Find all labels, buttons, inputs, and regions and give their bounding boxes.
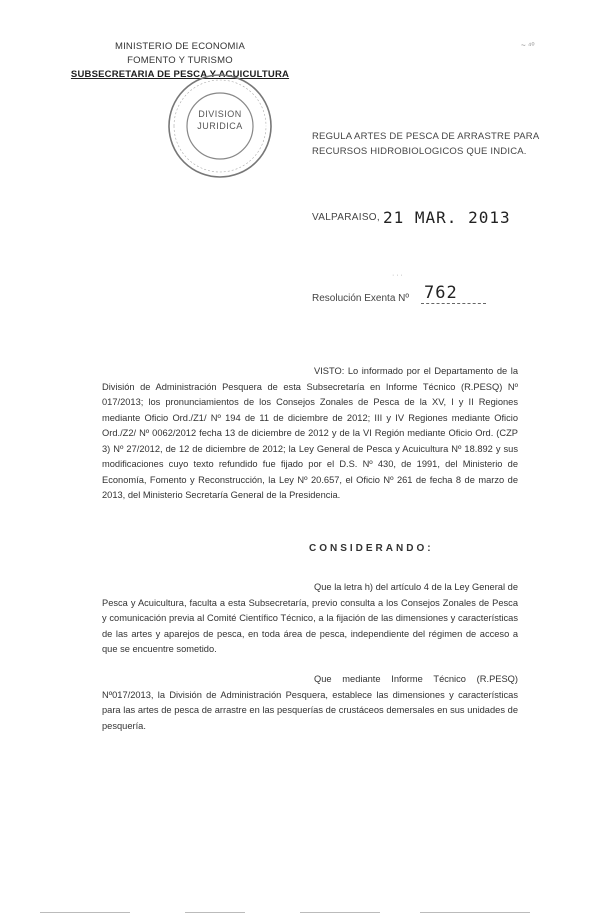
ministry-subname: FOMENTO Y TURISMO bbox=[127, 55, 233, 66]
division-juridica-stamp bbox=[166, 72, 274, 180]
stamp-text bbox=[166, 108, 274, 132]
resolution-number: 762 bbox=[424, 283, 458, 303]
subsecretary-name: SUBSECRETARIA DE PESCA Y ACUICULTURA bbox=[70, 69, 290, 80]
stamp-line-2: JURIDICA bbox=[197, 121, 243, 131]
footer-rule-mid bbox=[185, 912, 245, 913]
place-label: VALPARAISO, bbox=[312, 212, 380, 223]
considerando-paragraph-1: Que la letra h) del artículo 4 de la Ley General de Pesca y Acuicultura, faculta a esta Subsecretaría, previo consulta a los Consejos Zonales de Pesca y comunicación previa al Comité Científico Técnico, a la fijación de las dimensiones y características de las artes y aparejos de pesca, en toda área de pesca, independiente del régimen de acceso a que se encuentre sometido. bbox=[102, 582, 518, 654]
stamp-line-1: DIVISION bbox=[198, 109, 242, 119]
footer-rule-left bbox=[40, 912, 130, 913]
footer-rule-mid-right bbox=[300, 912, 380, 913]
considerando-paragraph-2: Que mediante Informe Técnico (R.PESQ) Nº017/2013, la División de Administración Pesquera, establece las dimensiones y características para las artes de pesca de arrastre en las pesquerías de crustáceos demersales en sus unidades de pesquería. bbox=[102, 674, 518, 731]
resolution-underline bbox=[421, 303, 486, 304]
resolution-title: REGULA ARTES DE PESCA DE ARRASTRE PARA RECURSOS HIDROBIOLOGICOS QUE INDICA. bbox=[312, 131, 539, 157]
date-stamp: 21 MAR. 2013 bbox=[383, 208, 511, 227]
resolution-label: Resolución Exenta Nº bbox=[312, 293, 410, 304]
corner-handwritten-mark: ~ ⁴⁰ bbox=[521, 41, 535, 50]
footer-rule-right bbox=[420, 912, 530, 913]
considerando-heading: CONSIDERANDO: bbox=[309, 543, 434, 554]
ministry-name: MINISTERIO DE ECONOMIA bbox=[114, 41, 246, 52]
faint-mark: · · · bbox=[392, 272, 403, 279]
visto-paragraph: VISTO: Lo informado por el Departamento de la División de Administración Pesquera de esta Subsecretaría en Informe Técnico (R.PESQ) Nº 017/2013; los pronunciamientos de los Consejos Zonales de Pesca de la XV, I y II Regiones mediante Oficio Ord./Z1/ Nº 194 de 11 de diciembre de 2012; III y IV Regiones mediante Oficio Ord./Z2/ Nº 0062/2012 fecha 13 de diciembre de 2012 y de la VI Región mediante Oficio Ord. (CZP 3) Nº 27/2012, de 12 de diciembre de 2012; la Ley General de Pesca y Acuicultura Nº 18.892 y sus modificaciones cuyo texto refundido fue fijado por el D.S. Nº 430, de 1991, del Ministerio de Economía, Fomento y Reconstrucción, la Ley Nº 20.657, el Oficio Nº 261 de fecha 8 de marzo de 2013, del Ministerio Secretaría General de la Presidencia. bbox=[102, 366, 518, 500]
